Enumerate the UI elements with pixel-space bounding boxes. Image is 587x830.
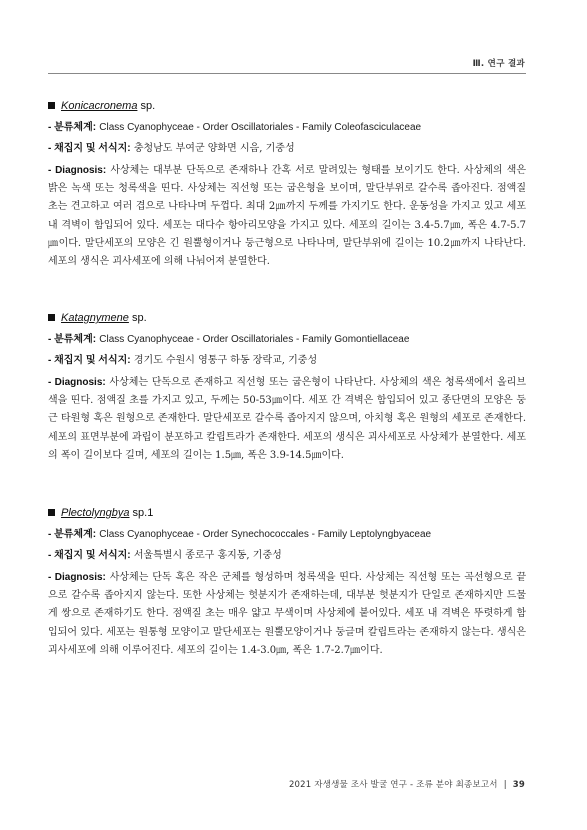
site-value: 충청남도 부여군 양화면 시음, 기중성 [133,143,295,154]
footer-separator: | [503,780,507,790]
classification-row [48,527,526,543]
site-label: - 채집지 및 서식지: [48,550,131,561]
classification-label: - 분류체계: [48,334,97,345]
classification-row [48,120,526,136]
diagnosis-paragraph [48,569,526,660]
species-epithet: sp.1 [129,507,154,519]
diagnosis-text: 사상체는 대부분 단독으로 존재하나 간혹 서로 말려있는 형태를 보이기도 한다. 사상체의 색은 밝은 녹색 또는 청록색을 띤다. 사상체는 직선형 또는 굽은형을 보이며, 말단부위로 갈수록 좁아진다. 점액질 초는 견고하고 여러 겹으로 나타나며 두껍다. 최대 2㎛까지 두께를 가지기도 한다. 운동성을 가지고 있고 세포 내 격벽이 함입되어 있다. 세포는 대다수 항아리모양을 가지고 있다. 세포의 길이는 3.4-5.7㎛, 폭은 4.7-5.7㎛이다. 말단세포의 모양은 긴 원뿔형이거나 둥근형으로 나타나며, 말단부위에 길이는 10.2㎛까지 나타난다. 세포의 생식은 괴사세포에 의해 나눠어져 분열한다. [48,165,526,268]
page-footer [289,778,525,790]
species-epithet: sp. [137,100,156,112]
classification-label: - 분류체계: [48,529,97,540]
site-label: - 채집지 및 서식지: [48,355,131,366]
site-value: 경기도 수원시 영통구 하동 장락교, 기중성 [133,355,318,366]
header-rule [48,73,526,74]
classification-row [48,332,526,348]
species-title [48,505,526,521]
site-value: 서울특별시 종로구 홍지동, 기중성 [133,550,282,561]
diagnosis-label: Diagnosis: [54,377,106,388]
species-entry-katagnymene [48,310,526,470]
site-label: - 채집지 및 서식지: [48,143,131,154]
diagnosis-dash: - [48,572,55,583]
square-bullet-icon [48,509,55,516]
diagnosis-label: Diagnosis: [55,165,107,176]
page-number: 39 [512,780,525,790]
diagnosis-text: 사상체는 단독 혹은 작은 군체를 형성하며 청록색을 띤다. 사상체는 직선형 또는 곡선형으로 끝으로 갈수록 좁아지지 않는다. 또한 사상체는 헛분지가 존재하는데, 대부분 헛분지가 단일로 존재하지만 드물게 쌍으로 존재하기도 한다. 점액질 초는 매우 얇고 무색이며 사상체에 붙어있다. 세포 내 격벽은 뚜렷하게 함입되어 있다. 세포는 원통형 모양이고 말단세포는 원뿔모양이거나 둥글며 칼립트라는 존재하지 않는다. 생식은 괴사세포에 의해 이루어진다. 세포의 길이는 1.4-3.0㎛, 폭은 1.7-2.7㎛이다. [48,572,526,656]
diagnosis-dash: - [48,165,56,176]
diagnosis-label: Diagnosis: [54,572,106,583]
diagnosis-paragraph [48,374,526,465]
classification-value: Class Cyanophyceae - Order Oscillatoriales - Family Gomontiellaceae [99,334,410,345]
species-title [48,310,526,326]
diagnosis-text: 사상체는 단독으로 존재하고 직선형 또는 굽은형이 나타난다. 사상체의 색은 청록색에서 올리브색을 띤다. 점액질 초를 가지고 있고, 두께는 50-53㎛이다. 세포 간 격벽은 함입되어 있고 종단면의 모양은 둥근 타원형 혹은 원형으로 존재한다. 말단세포로 갈수록 좁아지지 않으며, 아치형 혹은 원형의 세포로 존재한다. 세포의 표면부분에 과립이 분포하고 칼립트라가 존재한다. 세포의 생식은 괴사세포로 사상체가 분열한다. 세포의 폭이 길이보다 길며, 세포의 길이는 1.5㎛, 폭은 3.9-14.5㎛이다. [48,377,526,461]
diagnosis-paragraph [48,162,526,271]
species-epithet: sp. [128,312,147,324]
running-header: Ⅲ. 연구 결과 [472,59,525,69]
square-bullet-icon [48,102,55,109]
genus-name: Konicacronema [61,100,138,112]
species-title [48,98,526,114]
classification-label: - 분류체계: [48,122,97,133]
square-bullet-icon [48,314,55,321]
classification-value: Class Cyanophyceae - Order Oscillatoriales - Family Coleofasciculaceae [99,122,422,133]
species-entry-konicacronema [48,98,526,276]
species-entry-plectolyngbya [48,505,526,665]
site-row [48,141,526,157]
genus-name: Plectolyngbya [61,507,130,519]
site-row [48,548,526,564]
genus-name: Katagnymene [61,312,129,324]
diagnosis-dash: - [48,377,55,388]
report-title: 2021 자생생물 조사 발굴 연구 - 조류 분야 최종보고서 [288,780,498,790]
site-row [48,353,526,369]
classification-value: Class Cyanophyceae - Order Synechococcales - Family Leptolyngbyaceae [99,529,432,540]
